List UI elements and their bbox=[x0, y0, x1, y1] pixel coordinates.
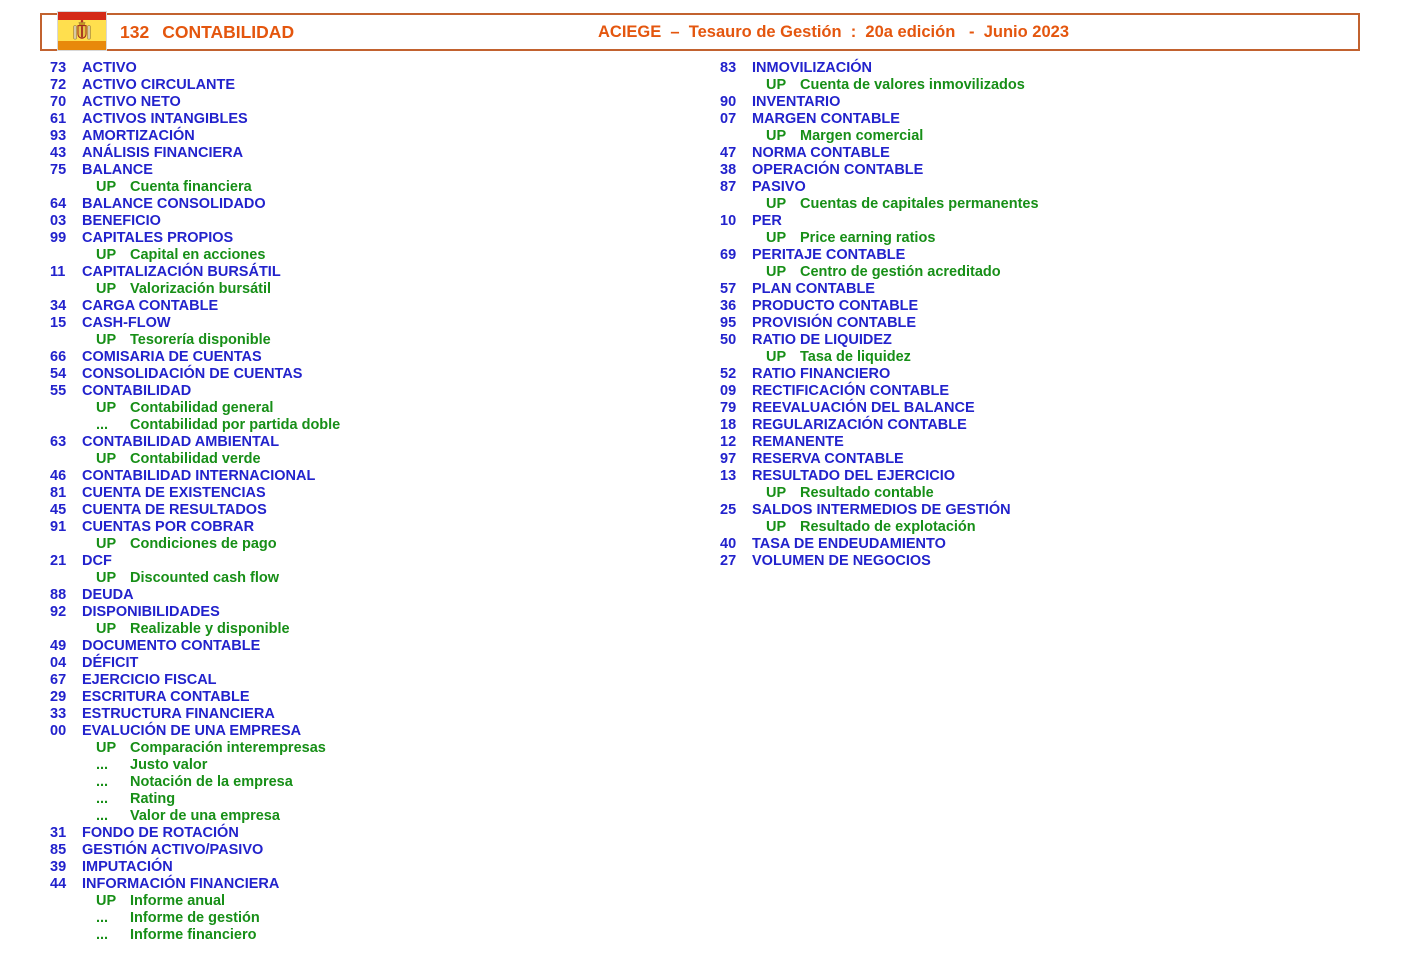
sub-term-label: Valorización bursátil bbox=[130, 281, 272, 297]
sub-term-marker: UP bbox=[766, 519, 787, 535]
sub-term-row bbox=[40, 791, 705, 808]
section-name: CONTABILIDAD bbox=[162, 22, 295, 42]
term-number: 13 bbox=[720, 468, 737, 484]
sub-term-marker: UP bbox=[766, 485, 787, 501]
term-number: 44 bbox=[50, 876, 67, 892]
sub-term-label: Capital en acciones bbox=[130, 247, 266, 263]
term-label: FONDO DE ROTACIÓN bbox=[82, 825, 239, 841]
term-row bbox=[40, 723, 705, 740]
term-number: 69 bbox=[720, 247, 737, 263]
term-label: REEVALUACIÓN DEL BALANCE bbox=[752, 400, 975, 416]
term-number: 85 bbox=[50, 842, 67, 858]
term-label: CONTABILIDAD bbox=[82, 383, 192, 399]
term-label: INFORMACIÓN FINANCIERA bbox=[82, 876, 280, 892]
term-row bbox=[40, 655, 705, 672]
term-number: 03 bbox=[50, 213, 67, 229]
term-row bbox=[710, 315, 1375, 332]
sub-term-label: Comparación interempresas bbox=[130, 740, 326, 756]
term-label: DEUDA bbox=[82, 587, 134, 603]
term-number: 21 bbox=[50, 553, 67, 569]
term-label: BENEFICIO bbox=[82, 213, 161, 229]
sub-term-label: Contabilidad por partida doble bbox=[130, 417, 341, 433]
term-label: PER bbox=[752, 213, 782, 229]
term-row bbox=[40, 689, 705, 706]
term-row bbox=[40, 230, 705, 247]
sub-term-label: Informe anual bbox=[130, 893, 226, 909]
term-row bbox=[710, 94, 1375, 111]
sub-term-marker: UP bbox=[96, 179, 117, 195]
term-number: 67 bbox=[50, 672, 67, 688]
term-row bbox=[40, 485, 705, 502]
sub-term-row bbox=[40, 893, 705, 910]
term-label: CAPITALES PROPIOS bbox=[82, 230, 234, 246]
sub-term-label: Tesorería disponible bbox=[130, 332, 271, 348]
term-row bbox=[710, 553, 1375, 570]
term-number: 04 bbox=[50, 655, 67, 671]
term-number: 72 bbox=[50, 77, 67, 93]
sub-term-label: Valor de una empresa bbox=[130, 808, 280, 824]
term-label: EVALUCIÓN DE UNA EMPRESA bbox=[82, 723, 302, 739]
term-label: ANÁLISIS FINANCIERA bbox=[82, 145, 244, 161]
term-row bbox=[710, 400, 1375, 417]
term-row bbox=[40, 77, 705, 94]
term-label: ACTIVO CIRCULANTE bbox=[82, 77, 236, 93]
term-row bbox=[40, 94, 705, 111]
term-row bbox=[40, 553, 705, 570]
term-row bbox=[40, 349, 705, 366]
term-label: PROVISIÓN CONTABLE bbox=[752, 315, 917, 331]
term-list-left-column bbox=[40, 60, 705, 944]
term-label: PASIVO bbox=[752, 179, 806, 195]
term-number: 31 bbox=[50, 825, 67, 841]
sub-term-marker: UP bbox=[96, 281, 117, 297]
term-number: 00 bbox=[50, 723, 67, 739]
term-number: 91 bbox=[50, 519, 67, 535]
sub-term-row bbox=[40, 536, 705, 553]
term-row bbox=[40, 264, 705, 281]
term-number: 97 bbox=[720, 451, 737, 467]
term-number: 64 bbox=[50, 196, 67, 212]
sub-term-label: Condiciones de pago bbox=[130, 536, 277, 552]
term-number: 66 bbox=[50, 349, 67, 365]
term-row bbox=[40, 162, 705, 179]
term-number: 39 bbox=[50, 859, 67, 875]
term-label: CONTABILIDAD INTERNACIONAL bbox=[82, 468, 316, 484]
sub-term-row bbox=[710, 349, 1375, 366]
sub-term-label: Notación de la empresa bbox=[130, 774, 293, 790]
term-label: COMISARIA DE CUENTAS bbox=[82, 349, 262, 365]
sub-term-row bbox=[40, 179, 705, 196]
term-row bbox=[40, 383, 705, 400]
sub-term-label: Resultado contable bbox=[800, 485, 934, 501]
term-row bbox=[40, 859, 705, 876]
sub-term-label: Realizable y disponible bbox=[130, 621, 290, 637]
term-label: ESTRUCTURA FINANCIERA bbox=[82, 706, 275, 722]
term-row bbox=[40, 672, 705, 689]
term-label: NORMA CONTABLE bbox=[752, 145, 890, 161]
sub-term-label: Contabilidad general bbox=[130, 400, 274, 416]
sub-term-label: Rating bbox=[130, 791, 176, 807]
sub-term-marker: ... bbox=[96, 774, 109, 790]
section-number: 132 bbox=[120, 22, 150, 42]
sub-term-marker: UP bbox=[766, 230, 787, 246]
term-number: 36 bbox=[720, 298, 737, 314]
flag-yellow-stripe bbox=[58, 20, 106, 41]
sub-term-label: Centro de gestión acreditado bbox=[800, 264, 1001, 280]
term-label: DISPONIBILIDADES bbox=[82, 604, 220, 620]
term-row bbox=[40, 434, 705, 451]
term-label: TASA DE ENDEUDAMIENTO bbox=[752, 536, 946, 552]
term-label: IMPUTACIÓN bbox=[82, 859, 173, 875]
term-label: DCF bbox=[82, 553, 112, 569]
sub-term-marker: ... bbox=[96, 791, 109, 807]
sub-term-row bbox=[40, 332, 705, 349]
sub-term-row bbox=[40, 281, 705, 298]
spain-coat-of-arms-icon bbox=[73, 19, 91, 43]
term-label: CUENTA DE RESULTADOS bbox=[82, 502, 267, 518]
sub-term-row bbox=[710, 128, 1375, 145]
page-title bbox=[120, 15, 294, 49]
term-label: CONTABILIDAD AMBIENTAL bbox=[82, 434, 280, 450]
term-number: 29 bbox=[50, 689, 67, 705]
header-bar bbox=[40, 13, 1360, 51]
sub-term-row bbox=[710, 519, 1375, 536]
term-row bbox=[40, 315, 705, 332]
term-label: PERITAJE CONTABLE bbox=[752, 247, 906, 263]
term-number: 07 bbox=[720, 111, 737, 127]
sub-term-label: Resultado de explotación bbox=[800, 519, 976, 535]
sub-term-row bbox=[40, 570, 705, 587]
term-row bbox=[710, 213, 1375, 230]
term-row bbox=[40, 825, 705, 842]
term-number: 73 bbox=[50, 60, 67, 76]
sub-term-row bbox=[40, 247, 705, 264]
term-label: DOCUMENTO CONTABLE bbox=[82, 638, 261, 654]
term-label: ESCRITURA CONTABLE bbox=[82, 689, 250, 705]
term-number: 18 bbox=[720, 417, 737, 433]
term-label: INVENTARIO bbox=[752, 94, 841, 110]
sub-term-row bbox=[710, 264, 1375, 281]
sub-term-label: Cuenta financiera bbox=[130, 179, 252, 195]
term-row bbox=[40, 604, 705, 621]
sub-term-row bbox=[40, 808, 705, 825]
term-label: CUENTA DE EXISTENCIAS bbox=[82, 485, 266, 501]
sub-term-marker: UP bbox=[96, 451, 117, 467]
term-row bbox=[40, 145, 705, 162]
term-number: 92 bbox=[50, 604, 67, 620]
term-number: 88 bbox=[50, 587, 67, 603]
term-number: 57 bbox=[720, 281, 737, 297]
term-label: AMORTIZACIÓN bbox=[82, 128, 195, 144]
term-number: 10 bbox=[720, 213, 737, 229]
sub-term-marker: UP bbox=[96, 247, 117, 263]
sub-term-marker: ... bbox=[96, 417, 109, 433]
term-number: 49 bbox=[50, 638, 67, 654]
term-row bbox=[710, 434, 1375, 451]
term-number: 83 bbox=[720, 60, 737, 76]
term-number: 79 bbox=[720, 400, 737, 416]
term-number: 09 bbox=[720, 383, 737, 399]
term-label: PLAN CONTABLE bbox=[752, 281, 875, 297]
term-number: 38 bbox=[720, 162, 737, 178]
term-row bbox=[40, 502, 705, 519]
sub-term-label: Discounted cash flow bbox=[130, 570, 280, 586]
term-label: MARGEN CONTABLE bbox=[752, 111, 900, 127]
sub-term-marker: ... bbox=[96, 910, 109, 926]
term-row bbox=[40, 196, 705, 213]
sub-term-marker: UP bbox=[96, 332, 117, 348]
term-label: RECTIFICACIÓN CONTABLE bbox=[752, 383, 950, 399]
term-number: 95 bbox=[720, 315, 737, 331]
term-row bbox=[710, 366, 1375, 383]
sub-term-marker: ... bbox=[96, 757, 109, 773]
sub-term-marker: ... bbox=[96, 808, 109, 824]
term-row bbox=[40, 366, 705, 383]
term-label: OPERACIÓN CONTABLE bbox=[752, 162, 924, 178]
sub-term-row bbox=[710, 485, 1375, 502]
term-label: CONSOLIDACIÓN DE CUENTAS bbox=[82, 366, 303, 382]
term-row bbox=[40, 111, 705, 128]
term-label: DÉFICIT bbox=[82, 655, 139, 671]
term-label: CASH-FLOW bbox=[82, 315, 171, 331]
term-row bbox=[40, 876, 705, 893]
spain-flag-icon bbox=[58, 12, 106, 50]
term-number: 54 bbox=[50, 366, 67, 382]
sub-term-marker: UP bbox=[766, 264, 787, 280]
sub-term-row bbox=[40, 774, 705, 791]
term-row bbox=[40, 128, 705, 145]
sub-term-marker: UP bbox=[96, 621, 117, 637]
term-number: 45 bbox=[50, 502, 67, 518]
sub-term-label: Cuentas de capitales permanentes bbox=[800, 196, 1039, 212]
term-row bbox=[40, 298, 705, 315]
term-row bbox=[710, 179, 1375, 196]
sub-term-label: Margen comercial bbox=[800, 128, 924, 144]
term-row bbox=[40, 842, 705, 859]
term-row bbox=[710, 468, 1375, 485]
term-row bbox=[710, 247, 1375, 264]
term-label: BALANCE bbox=[82, 162, 153, 178]
sub-term-marker: UP bbox=[96, 400, 117, 416]
sub-term-label: Price earning ratios bbox=[800, 230, 936, 246]
term-label: CAPITALIZACIÓN BURSÁTIL bbox=[82, 264, 281, 280]
sub-term-marker: UP bbox=[766, 77, 787, 93]
term-row bbox=[40, 519, 705, 536]
edition-text: ACIEGE – Tesauro de Gestión : 20a edición - Junio 2023 bbox=[598, 23, 1069, 41]
sub-term-row bbox=[40, 417, 705, 434]
term-label: REMANENTE bbox=[752, 434, 844, 450]
sub-term-marker: UP bbox=[766, 196, 787, 212]
sub-term-row bbox=[40, 740, 705, 757]
sub-term-row bbox=[710, 77, 1375, 94]
term-number: 34 bbox=[50, 298, 67, 314]
sub-term-label: Informe financiero bbox=[130, 927, 257, 943]
sub-term-row bbox=[710, 196, 1375, 213]
term-row bbox=[710, 145, 1375, 162]
term-label: RATIO DE LIQUIDEZ bbox=[752, 332, 892, 348]
term-label: VOLUMEN DE NEGOCIOS bbox=[752, 553, 931, 569]
term-row bbox=[40, 468, 705, 485]
term-row bbox=[710, 502, 1375, 519]
term-number: 12 bbox=[720, 434, 737, 450]
term-number: 25 bbox=[720, 502, 737, 518]
sub-term-label: Informe de gestión bbox=[130, 910, 260, 926]
term-label: ACTIVO NETO bbox=[82, 94, 181, 110]
term-row bbox=[40, 638, 705, 655]
term-row bbox=[710, 536, 1375, 553]
term-label: EJERCICIO FISCAL bbox=[82, 672, 217, 688]
term-number: 90 bbox=[720, 94, 737, 110]
term-number: 81 bbox=[50, 485, 67, 501]
term-row bbox=[40, 60, 705, 77]
term-row bbox=[710, 298, 1375, 315]
term-number: 40 bbox=[720, 536, 737, 552]
term-row bbox=[40, 213, 705, 230]
term-label: RESERVA CONTABLE bbox=[752, 451, 904, 467]
term-number: 11 bbox=[50, 264, 66, 280]
term-number: 15 bbox=[50, 315, 67, 331]
term-row bbox=[710, 162, 1375, 179]
term-label: CUENTAS POR COBRAR bbox=[82, 519, 255, 535]
term-number: 87 bbox=[720, 179, 737, 195]
term-row bbox=[710, 417, 1375, 434]
sub-term-label: Tasa de liquidez bbox=[800, 349, 911, 365]
term-number: 27 bbox=[720, 553, 737, 569]
term-number: 63 bbox=[50, 434, 67, 450]
term-number: 33 bbox=[50, 706, 67, 722]
term-row bbox=[710, 281, 1375, 298]
sub-term-label: Contabilidad verde bbox=[130, 451, 261, 467]
term-number: 43 bbox=[50, 145, 67, 161]
term-row bbox=[40, 706, 705, 723]
sub-term-marker: ... bbox=[96, 927, 109, 943]
term-label: CARGA CONTABLE bbox=[82, 298, 219, 314]
sub-term-label: Justo valor bbox=[130, 757, 208, 773]
sub-term-row bbox=[710, 230, 1375, 247]
term-number: 61 bbox=[50, 111, 67, 127]
sub-term-row bbox=[40, 757, 705, 774]
sub-term-row bbox=[40, 927, 705, 944]
term-label: INMOVILIZACIÓN bbox=[752, 60, 873, 76]
term-list-right-column bbox=[710, 60, 1375, 570]
term-number: 70 bbox=[50, 94, 67, 110]
term-label: ACTIVO bbox=[82, 60, 137, 76]
sub-term-marker: UP bbox=[96, 536, 117, 552]
term-number: 99 bbox=[50, 230, 67, 246]
term-row bbox=[710, 60, 1375, 77]
sub-term-row bbox=[40, 451, 705, 468]
term-label: RATIO FINANCIERO bbox=[752, 366, 891, 382]
term-number: 50 bbox=[720, 332, 737, 348]
term-number: 52 bbox=[720, 366, 737, 382]
term-label: PRODUCTO CONTABLE bbox=[752, 298, 919, 314]
sub-term-row bbox=[40, 621, 705, 638]
term-row bbox=[40, 587, 705, 604]
sub-term-label: Cuenta de valores inmovilizados bbox=[800, 77, 1025, 93]
sub-term-marker: UP bbox=[96, 570, 117, 586]
term-number: 93 bbox=[50, 128, 67, 144]
term-label: REGULARIZACIÓN CONTABLE bbox=[752, 417, 967, 433]
sub-term-marker: UP bbox=[766, 128, 787, 144]
term-label: BALANCE CONSOLIDADO bbox=[82, 196, 266, 212]
term-label: GESTIÓN ACTIVO/PASIVO bbox=[82, 842, 264, 858]
term-number: 46 bbox=[50, 468, 67, 484]
term-label: ACTIVOS INTANGIBLES bbox=[82, 111, 248, 127]
term-row bbox=[710, 383, 1375, 400]
sub-term-marker: UP bbox=[96, 740, 117, 756]
term-number: 75 bbox=[50, 162, 67, 178]
term-row bbox=[710, 451, 1375, 468]
sub-term-row bbox=[40, 400, 705, 417]
sub-term-marker: UP bbox=[766, 349, 787, 365]
term-number: 47 bbox=[720, 145, 737, 161]
term-number: 55 bbox=[50, 383, 67, 399]
term-label: SALDOS INTERMEDIOS DE GESTIÓN bbox=[752, 502, 1011, 518]
term-label: RESULTADO DEL EJERCICIO bbox=[752, 468, 956, 484]
sub-term-row bbox=[40, 910, 705, 927]
term-row bbox=[710, 332, 1375, 349]
sub-term-marker: UP bbox=[96, 893, 117, 909]
term-row bbox=[710, 111, 1375, 128]
